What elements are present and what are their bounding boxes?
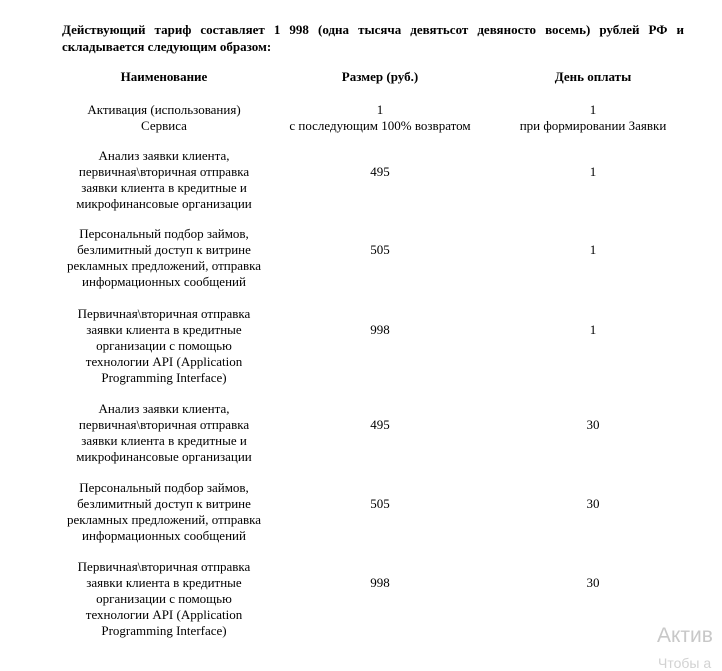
row-name-line: первичная\вторичная отправка — [78, 417, 250, 432]
row-name-line: Первичная\вторичная отправка — [77, 559, 251, 574]
row-name-cell — [62, 306, 266, 386]
activation-watermark-title: Актив — [657, 624, 713, 647]
row-size-cell — [276, 242, 484, 258]
row-size-value: 998 — [370, 322, 390, 337]
row-name-line: микрофинансовые организации — [76, 449, 252, 464]
row-name-line: микрофинансовые организации — [76, 196, 252, 211]
row-name-line: безлимитный доступ к витрине — [77, 242, 251, 257]
row-name-cell — [62, 401, 266, 465]
row-name-line: организации с помощью — [96, 338, 232, 353]
row-name-line: Programming Interface) — [101, 370, 227, 385]
row-name-cell — [62, 480, 266, 544]
row-day-value: 1 — [589, 242, 597, 257]
row-name-cell — [62, 102, 266, 134]
row-name-line: заявки клиента в кредитные и — [81, 433, 247, 448]
tariff-intro-text: Действующий тариф составляет 1 998 (одна тысяча девятьсот девяносто восемь) рублей РФ и складывается следующим образом: — [62, 22, 684, 54]
row-size-cell — [276, 102, 484, 134]
activation-watermark-subtitle: Чтобы а — [658, 655, 712, 671]
row-day-note: при формировании Заявки — [519, 118, 667, 133]
row-name-line: Анализ заявки клиента, — [98, 148, 230, 163]
row-day-cell — [488, 322, 698, 338]
row-day-cell — [488, 102, 698, 134]
row-day-cell — [488, 242, 698, 258]
row-day-cell — [488, 164, 698, 180]
row-size-value: 495 — [370, 417, 390, 432]
row-name-line: Анализ заявки клиента, — [98, 401, 230, 416]
row-size-cell — [276, 322, 484, 338]
header-day: День оплаты — [554, 69, 632, 84]
row-day-value: 30 — [586, 496, 600, 511]
row-name-line: Сервиса — [141, 118, 187, 133]
row-size-note: с последующим 100% возвратом — [289, 118, 471, 133]
row-day-value: 1 — [589, 102, 597, 117]
row-name-line: заявки клиента в кредитные — [86, 575, 242, 590]
row-day-value: 30 — [586, 575, 600, 590]
row-name-cell — [62, 226, 266, 290]
row-name-line: технологии API (Application — [85, 607, 243, 622]
row-size-cell — [276, 164, 484, 180]
row-size-value: 505 — [370, 242, 390, 257]
row-name-line: организации с помощью — [96, 591, 232, 606]
row-name-line: заявки клиента в кредитные — [86, 322, 242, 337]
row-day-cell — [488, 496, 698, 512]
row-name-cell — [62, 559, 266, 639]
row-name-line: информационных сообщений — [82, 274, 246, 289]
row-name-line: информационных сообщений — [82, 528, 246, 543]
row-day-cell — [488, 417, 698, 433]
row-day-value: 1 — [589, 322, 597, 337]
row-size-cell — [276, 575, 484, 591]
row-name-cell — [62, 148, 266, 212]
row-day-cell — [488, 575, 698, 591]
row-day-value: 1 — [589, 164, 597, 179]
row-size-value: 998 — [370, 575, 390, 590]
row-size-value: 1 — [376, 102, 384, 117]
row-name-line: Персональный подбор займов, — [79, 480, 249, 495]
row-name-line: Первичная\вторичная отправка — [77, 306, 251, 321]
row-size-cell — [276, 417, 484, 433]
row-name-line: Programming Interface) — [101, 623, 227, 638]
row-name-line: рекламных предложений, отправка — [66, 258, 262, 273]
header-size: Размер (руб.) — [341, 69, 419, 84]
row-size-value: 505 — [370, 496, 390, 511]
row-name-line: заявки клиента в кредитные и — [81, 180, 247, 195]
row-size-cell — [276, 496, 484, 512]
row-size-value: 495 — [370, 164, 390, 179]
row-name-line: рекламных предложений, отправка — [66, 512, 262, 527]
row-name-line: Активация (использования) — [87, 102, 241, 117]
row-name-line: технологии API (Application — [85, 354, 243, 369]
row-name-line: первичная\вторичная отправка — [78, 164, 250, 179]
row-name-line: безлимитный доступ к витрине — [77, 496, 251, 511]
row-day-value: 30 — [586, 417, 600, 432]
row-name-line: Персональный подбор займов, — [79, 226, 249, 241]
header-name: Наименование — [120, 69, 208, 84]
